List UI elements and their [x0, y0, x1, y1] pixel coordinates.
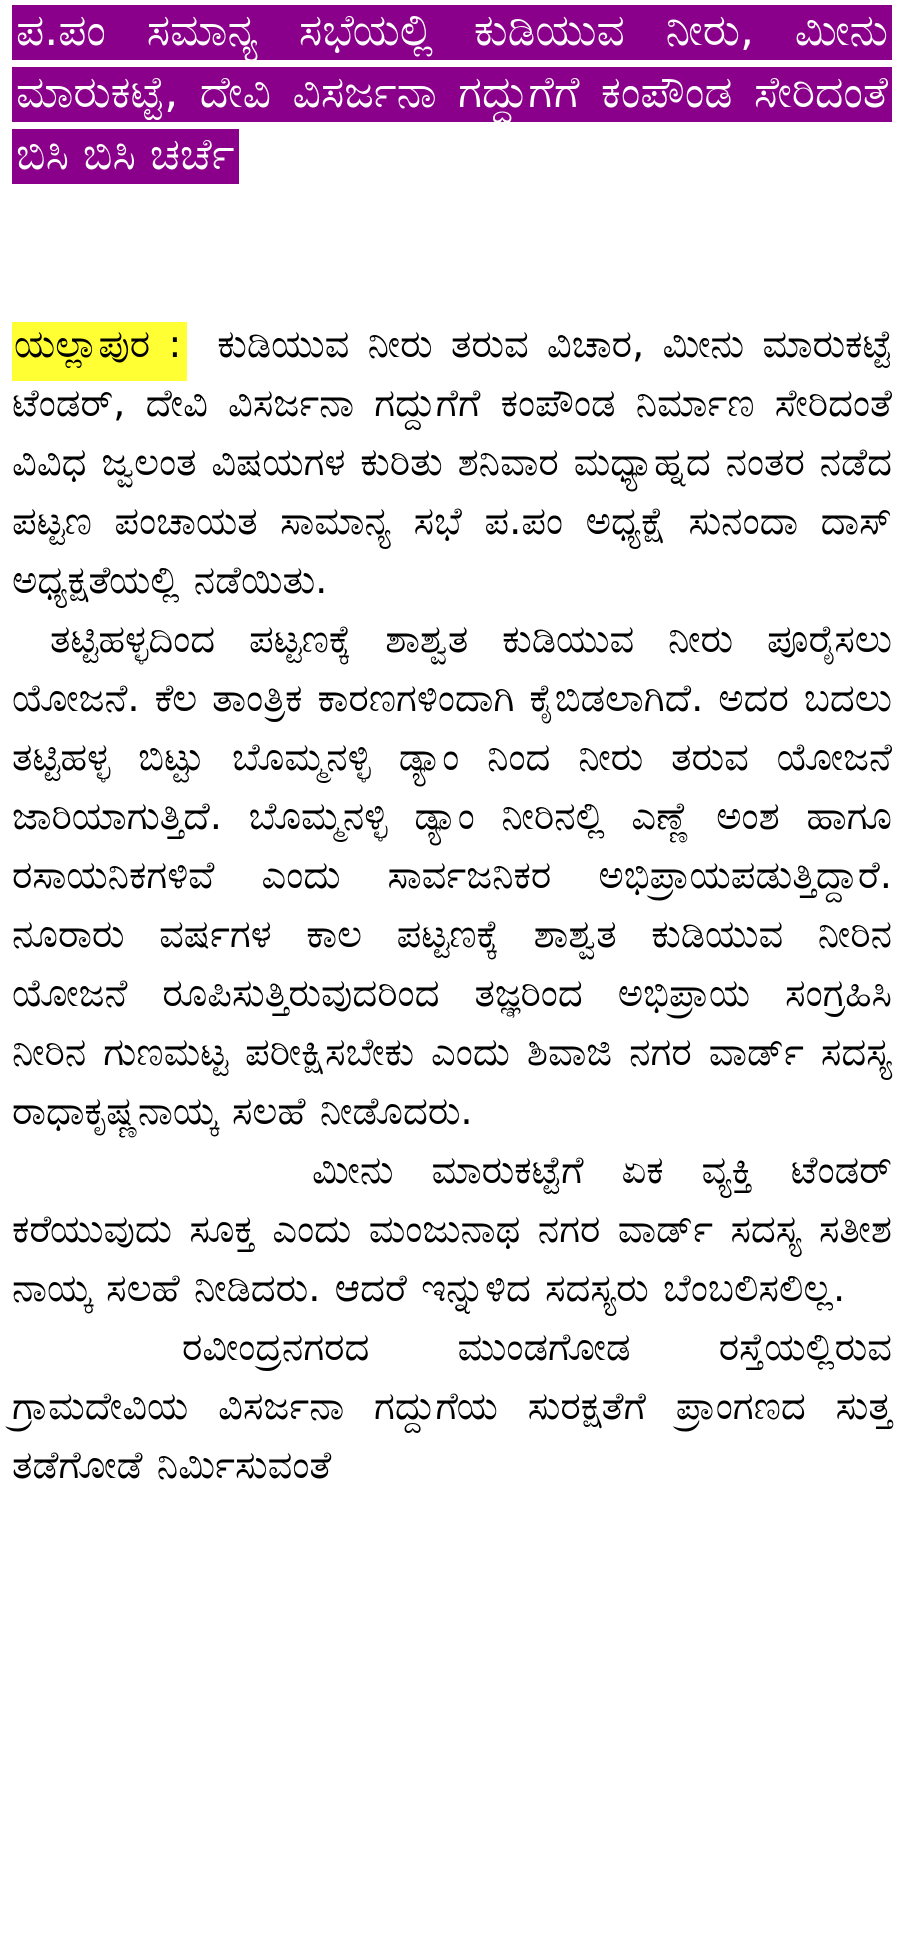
- paragraph-4: ರವೀಂದ್ರನಗರದ ಮುಂಡಗೋಡ ರಸ್ತೆಯಲ್ಲಿರುವ ಗ್ರಾಮದೇವಿಯ ವಿಸರ್ಜನಾ ಗದ್ದುಗೆಯ ಸುರಕ್ಷತೆಗೆ ಪ್ರಾಂಗಣದ ಸುತ್ತ ತಡೆಗೋಡೆ ನಿರ್ಮಿಸುವಂತೆ: [12, 1325, 892, 1488]
- article-paragraph: [12, 1141, 892, 1318]
- article-body: [12, 315, 892, 1495]
- paragraph-3: ಮೀನು ಮಾರುಕಟ್ಟೆಗೆ ಏಕ ವ್ಯಕ್ತಿ ಟೆಂಡರ್ ಕರೆಯುವುದು ಸೂಕ್ತ ಎಂದು ಮಂಜುನಾಥ ನಗರ ವಾರ್ಡ್ ಸದಸ್ಯ ಸತೀಶ ನಾಯ್ಕ ಸಲಹೆ ನೀಡಿದರು. ಆದರೆ ಇನ್ನುಳಿದ ಸದಸ್ಯರು ಬೆಂಬಲಿಸಲಿಲ್ಲ.: [12, 1148, 892, 1311]
- dateline: ಯಲ್ಲಾಪುರ :: [12, 322, 187, 381]
- article-paragraph: [12, 610, 892, 1141]
- headline: [12, 0, 892, 186]
- article-paragraph: [12, 1318, 892, 1495]
- article-paragraph: [12, 315, 892, 610]
- paragraph-2: ತಟ್ಟಿಹಳ್ಳದಿಂದ ಪಟ್ಟಣಕ್ಕೆ ಶಾಶ್ವತ ಕುಡಿಯುವ ನೀರು ಪೂರೈಸಲು ಯೋಜನೆ. ಕೆಲ ತಾಂತ್ರಿಕ ಕಾರಣಗಳಿಂದಾಗಿ ಕೈಬಿಡಲಾಗಿದೆ. ಅದರ ಬದಲು ತಟ್ಟಿಹಳ್ಳ ಬಿಟ್ಟು ಬೊಮ್ಮನಳ್ಳಿ ಡ್ಯಾಂ ನಿಂದ ನೀರು ತರುವ ಯೋಜನೆ ಜಾರಿಯಾಗುತ್ತಿದೆ. ಬೊಮ್ಮನಳ್ಳಿ ಡ್ಯಾಂ ನೀರಿನಲ್ಲಿ ಎಣ್ಣೆ ಅಂಶ ಹಾಗೂ ರಸಾಯನಿಕಗಳಿವೆ ಎಂದು ಸಾರ್ವಜನಿಕರ ಅಭಿಪ್ರಾಯಪಡುತ್ತಿದ್ದಾರೆ. ನೂರಾರು ವರ್ಷಗಳ ಕಾಲ ಪಟ್ಟಣಕ್ಕೆ ಶಾಶ್ವತ ಕುಡಿಯುವ ನೀರಿನ ಯೋಜನೆ ರೂಪಿಸುತ್ತಿರುವುದರಿಂದ ತಜ್ಞರಿಂದ ಅಭಿಪ್ರಾಯ ಸಂಗ್ರಹಿಸಿ ನೀರಿನ ಗುಣಮಟ್ಟ ಪರೀಕ್ಷಿಸಬೇಕು ಎಂದು ಶಿವಾಜಿ ನಗರ ವಾರ್ಡ್ ಸದಸ್ಯ ರಾಧಾಕೃಷ್ಣನಾಯ್ಕ ಸಲಹೆ ನೀಡೊದರು.: [12, 617, 892, 1134]
- paragraph-1: ಕುಡಿಯುವ ನೀರು ತರುವ ವಿಚಾರ, ಮೀನು ಮಾರುಕಟ್ಟೆ ಟೆಂಡರ್, ದೇವಿ ವಿಸರ್ಜನಾ ಗದ್ದುಗೆಗೆ ಕಂಪೌಂಡ ನಿರ್ಮಾಣ ಸೇರಿದಂತೆ ವಿವಿಧ ಜ್ವಲಂತ ವಿಷಯಗಳ ಕುರಿತು ಶನಿವಾರ ಮಧ್ಯಾಹ್ನದ ನಂತರ ನಡೆದ ಪಟ್ಟಣ ಪಂಚಾಯತ ಸಾಮಾನ್ಯ ಸಭೆ ಪ.ಪಂ ಅಧ್ಯಕ್ಷೆ ಸುನಂದಾ ದಾಸ್ ಅಧ್ಯಕ್ಷತೆಯಲ್ಲಿ ನಡೆಯಿತು.: [12, 322, 892, 603]
- headline-text: ಪ.ಪಂ ಸಮಾನ್ಯ ಸಭೆಯಲ್ಲಿ ಕುಡಿಯುವ ನೀರು, ಮೀನು ಮಾರುಕಟ್ಟೆ, ದೇವಿ ವಿಸರ್ಜನಾ ಗದ್ದುಗೆಗೆ ಕಂಪೌಂಡ ಸೇರಿದಂತೆ ಬಿಸಿ ಬಿಸಿ ಚರ್ಚೆ: [12, 5, 892, 184]
